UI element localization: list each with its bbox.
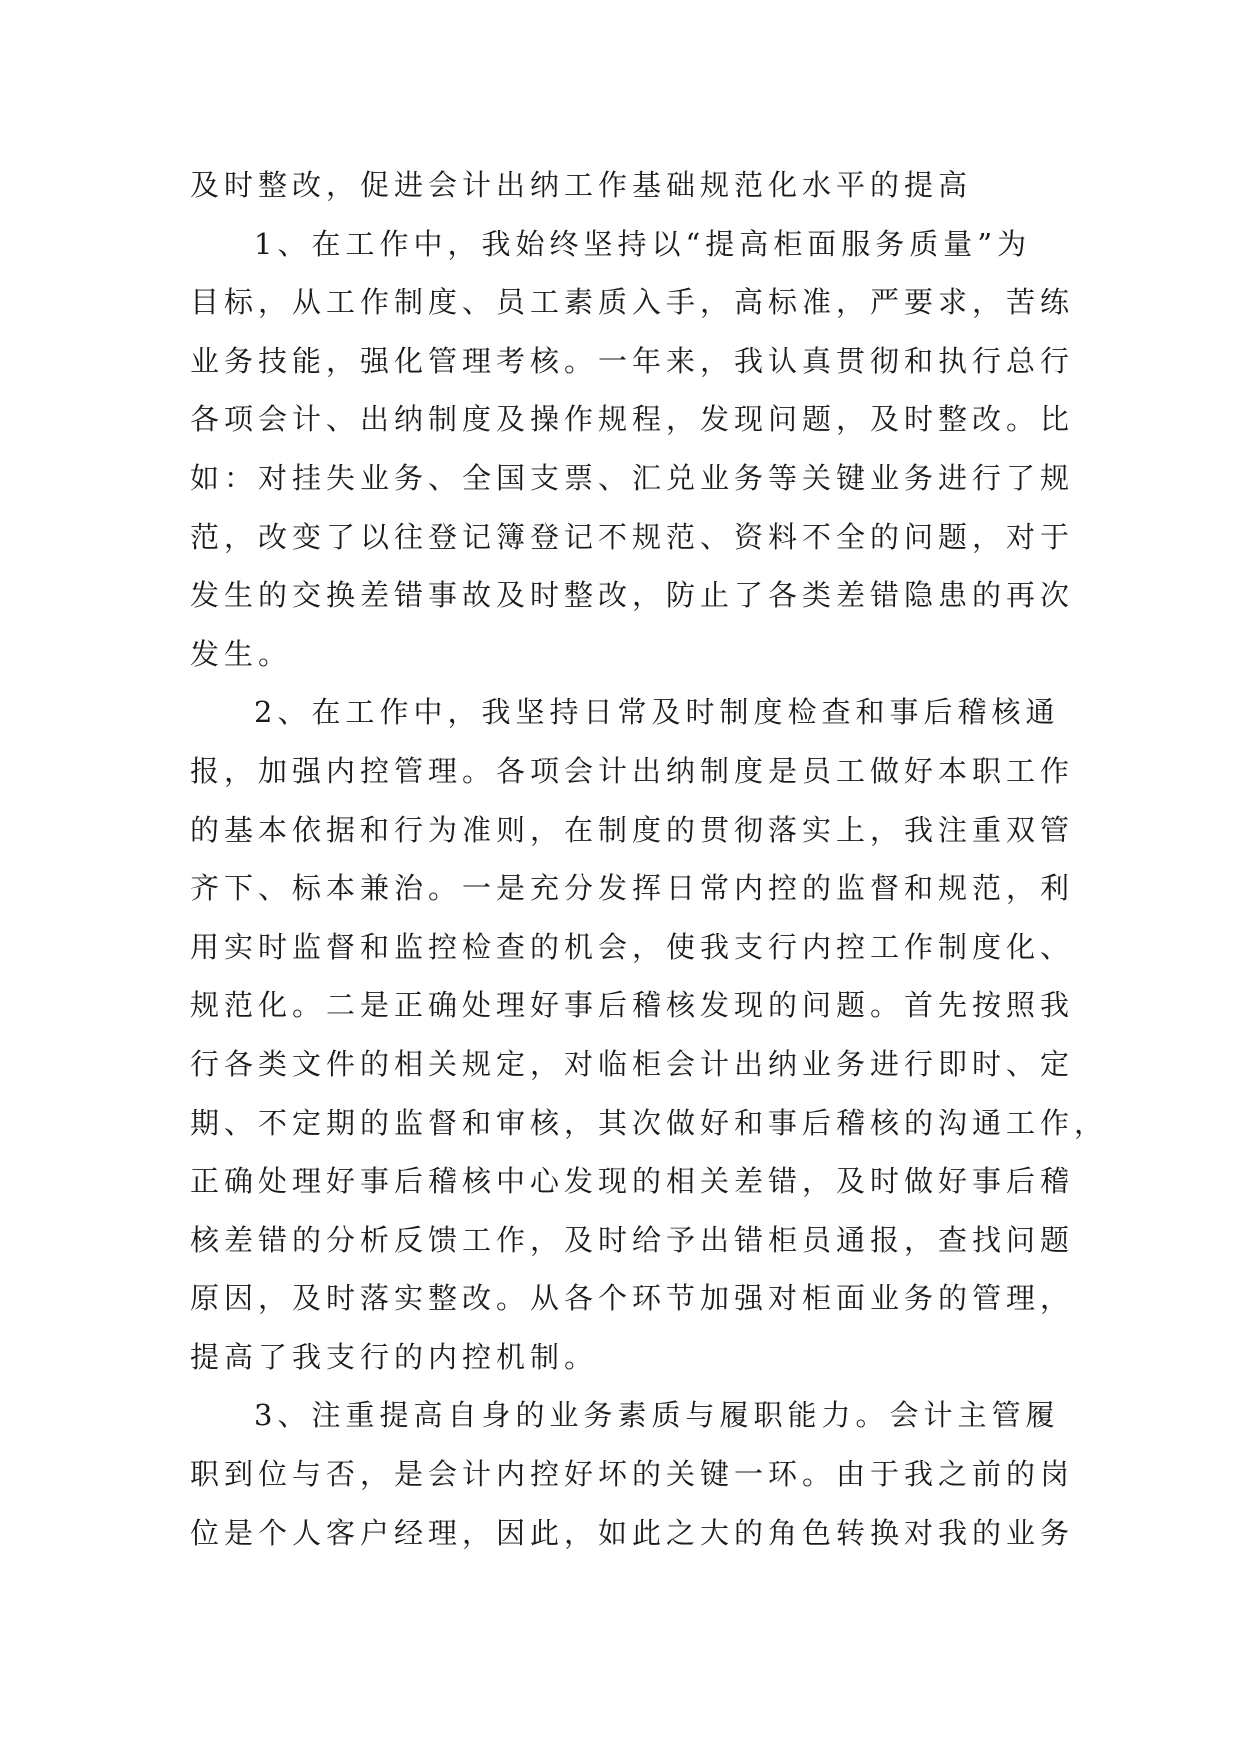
- text-line: 3、注重提高自身的业务素质与履职能力。会计主管履: [254, 1398, 1060, 1433]
- text-line: 的基本依据和行为准则，在制度的贯彻落实上，我注重双管: [190, 812, 1075, 847]
- text-line: 核差错的分析反馈工作，及时给予出错柜员通报，查找问题: [190, 1222, 1075, 1257]
- text-line: 正确处理好事后稽核中心发现的相关差错，及时做好事后稽: [190, 1164, 1075, 1199]
- text-line: 报，加强内控管理。各项会计出纳制度是员工做好本职工作: [190, 753, 1075, 788]
- text-line: 职到位与否，是会计内控好坏的关键一环。由于我之前的岗: [190, 1457, 1075, 1492]
- text-line: 范，改变了以往登记簿登记不规范、资料不全的问题，对于: [190, 519, 1075, 554]
- text-line: 位是个人客户经理，因此，如此之大的角色转换对我的业务: [190, 1515, 1075, 1550]
- text-line: 各项会计、出纳制度及操作规程，发现问题，及时整改。比: [190, 402, 1075, 437]
- text-line: 发生。: [190, 636, 293, 671]
- text-line: 提高了我支行的内控机制。: [190, 1339, 599, 1374]
- text-line: 1、在工作中，我始终坚持以“提高柜面服务质量”为: [254, 226, 1032, 261]
- text-line: 期、不定期的监督和审核，其次做好和事后稽核的沟通工作，: [190, 1105, 1109, 1140]
- text-line: 及时整改，促进会计出纳工作基础规范化水平的提高: [190, 168, 973, 202]
- text-line: 规范化。二是正确处理好事后稽核发现的问题。首先按照我: [190, 988, 1075, 1023]
- text-line: 齐下、标本兼治。一是充分发挥日常内控的监督和规范，利: [190, 871, 1075, 906]
- text-line: 行各类文件的相关规定，对临柜会计出纳业务进行即时、定: [190, 1046, 1075, 1081]
- text-line: 如：对挂失业务、全国支票、汇兑业务等关键业务进行了规: [190, 460, 1075, 495]
- document-body: [190, 156, 1109, 1562]
- text-line: 原因，及时落实整改。从各个环节加强对柜面业务的管理，: [190, 1281, 1075, 1316]
- text-line: 用实时监督和监控检查的机会，使我支行内控工作制度化、: [190, 929, 1075, 964]
- text-line: 业务技能，强化管理考核。一年来，我认真贯彻和执行总行: [190, 343, 1075, 378]
- text-line: 2、在工作中，我坚持日常及时制度检查和事后稽核通: [254, 695, 1060, 730]
- text-line: 目标，从工作制度、员工素质入手，高标准，严要求，苦练: [190, 285, 1075, 320]
- text-line: 发生的交换差错事故及时整改，防止了各类差错隐患的再次: [190, 578, 1075, 613]
